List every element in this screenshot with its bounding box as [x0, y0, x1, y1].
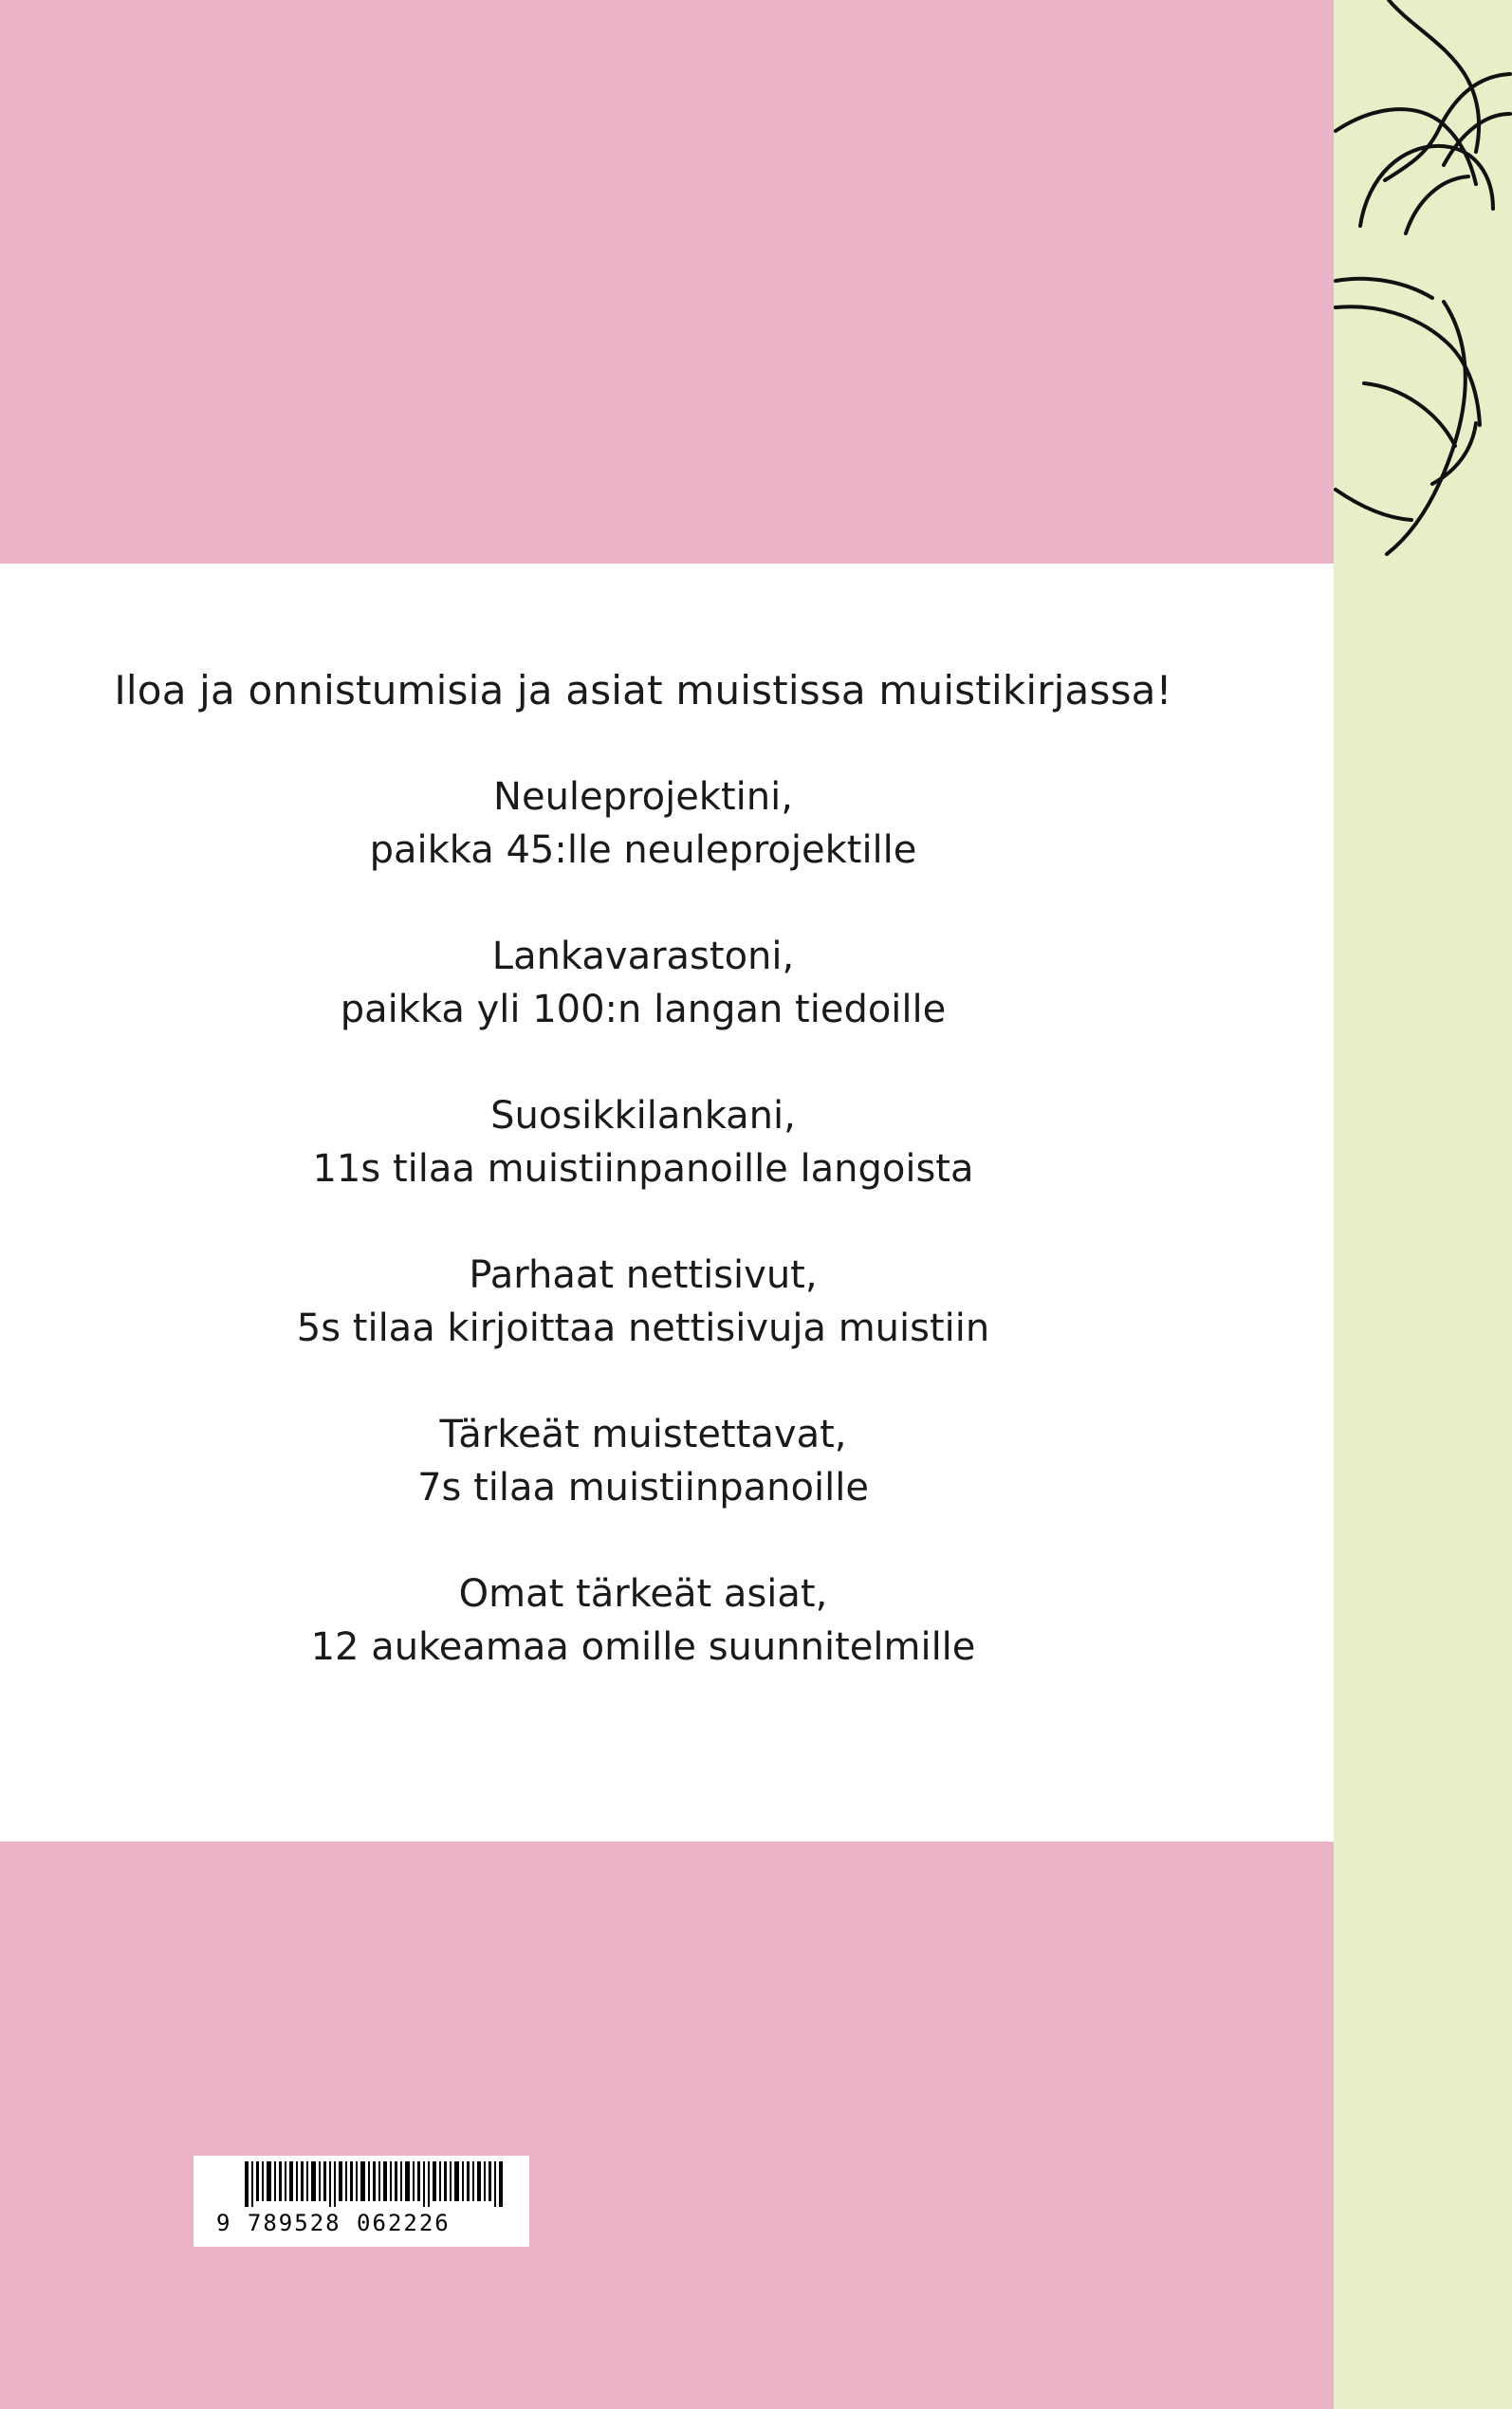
entry-description: paikka yli 100:n langan tiedoille	[340, 988, 947, 1031]
list-item	[0, 770, 1286, 877]
entry-title: Parhaat nettisivut,	[469, 1253, 818, 1297]
pink-bottom-panel	[0, 1842, 1334, 2409]
entry-description: paikka 45:lle neuleprojektille	[369, 828, 917, 872]
list-item	[0, 1249, 1286, 1355]
list-item	[0, 1408, 1286, 1514]
entry-title: Suosikkilankani,	[490, 1094, 796, 1138]
list-item	[0, 1567, 1286, 1674]
entry-title: Neuleprojektini,	[493, 775, 793, 819]
entry-description: 7s tilaa muistiinpanoille	[417, 1466, 869, 1510]
entry-title: Lankavarastoni,	[491, 935, 795, 978]
entry-description: 12 aukeamaa omille suunnitelmille	[310, 1625, 976, 1669]
list-item	[0, 1089, 1286, 1195]
leaf-line-art-icon	[1334, 0, 1512, 569]
entry-description: 5s tilaa kirjoittaa nettisivuja muistiin	[296, 1306, 990, 1350]
intro-text: Iloa ja onnistumisia ja asiat muistissa muistikirjassa!	[114, 667, 1172, 713]
list-item	[0, 930, 1286, 1036]
description-text	[0, 664, 1286, 1727]
barcode	[194, 2156, 529, 2247]
pink-top-panel	[0, 0, 1334, 564]
entry-description: 11s tilaa muistiinpanoille langoista	[312, 1147, 974, 1191]
entry-title: Tärkeät muistettavat,	[439, 1413, 847, 1456]
entry-title: Omat tärkeät asiat,	[458, 1572, 828, 1616]
isbn-number: 9 789528 062226	[216, 2210, 451, 2236]
